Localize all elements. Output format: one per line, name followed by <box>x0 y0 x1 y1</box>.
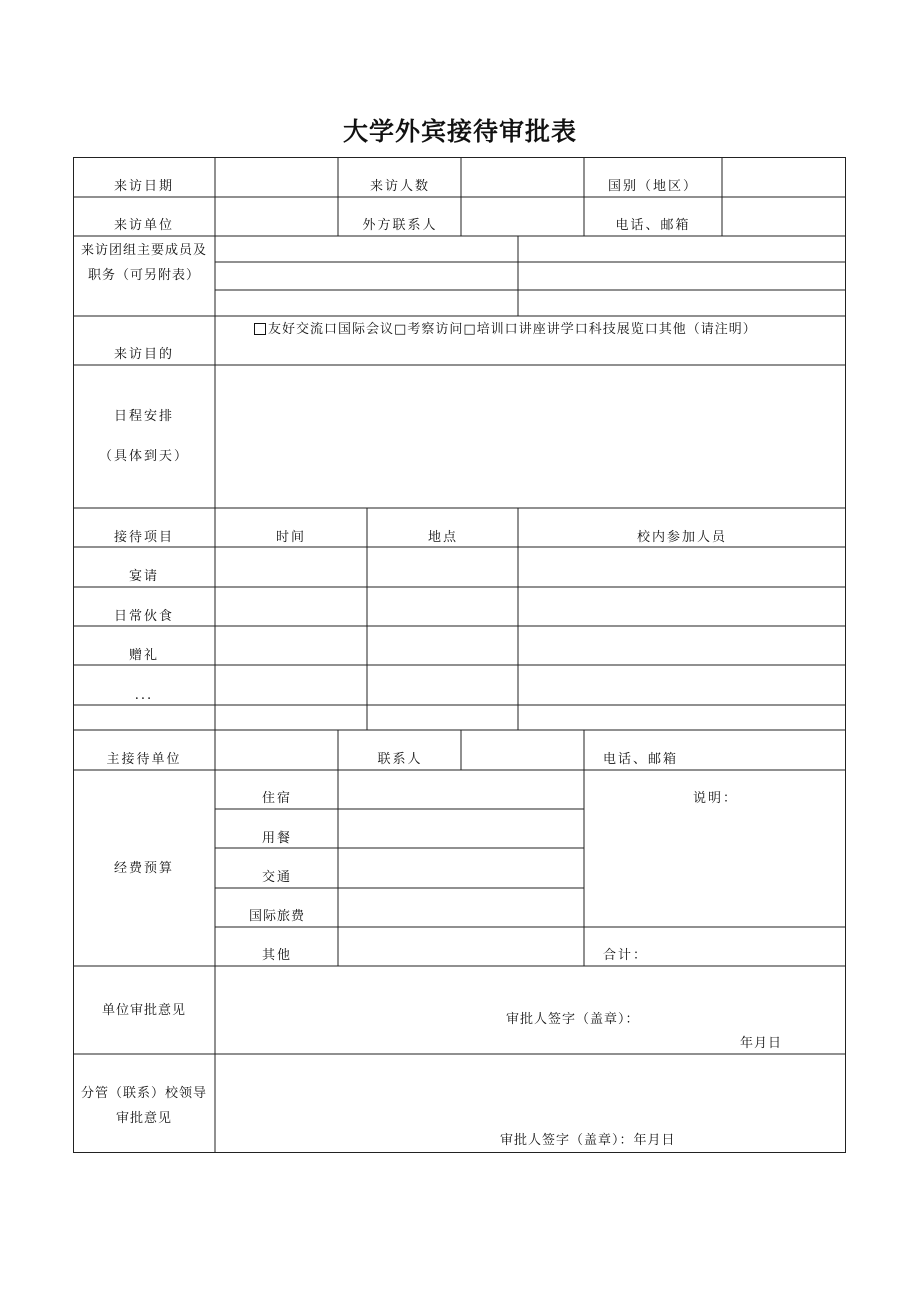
unit-approval-signature: 审批人签字（盖章）： <box>506 1012 640 1027</box>
label-schedule: 日程安排 <box>113 409 175 424</box>
label-host-contact: 联系人 <box>377 752 423 767</box>
budget-item-intl-travel: 国际旅费 <box>248 909 306 924</box>
row-ellipsis: ... <box>134 688 154 703</box>
option-other: 其他（请注明） <box>658 322 757 337</box>
unit-approval-date: 年月日 <box>740 1036 783 1051</box>
label-phone-email: 电话、邮箱 <box>615 218 691 233</box>
header-reception-item: 接待项目 <box>113 530 175 545</box>
table-grid-lines <box>73 157 846 1153</box>
checkbox-investigation[interactable]: □ <box>394 322 408 337</box>
row-gifts: 赠礼 <box>128 648 160 663</box>
label-foreign-contact: 外方联系人 <box>362 218 438 233</box>
label-country: 国别（地区） <box>607 179 699 194</box>
label-visit-date: 来访日期 <box>113 179 175 194</box>
checkbox-friendly-exchange[interactable] <box>254 323 266 335</box>
label-members-line2: 职务（可另附表） <box>87 268 201 283</box>
option-marker-conference: 口 <box>324 322 339 337</box>
budget-item-other: 其他 <box>261 948 293 963</box>
leader-approval-signature: 审批人签字（盖章）：年月日 <box>500 1133 676 1148</box>
label-visit-purpose: 来访目的 <box>113 347 175 362</box>
header-participants: 校内参加人员 <box>636 530 728 545</box>
budget-total-label: 合计： <box>603 948 649 963</box>
option-tech-exhibition: 科技展览 <box>588 322 645 337</box>
label-budget: 经费预算 <box>113 861 175 876</box>
label-host-unit: 主接待单位 <box>106 752 182 767</box>
label-visitor-count: 来访人数 <box>369 179 431 194</box>
row-banquet: 宴请 <box>128 569 160 584</box>
option-international-conference: 国际会议 <box>338 322 395 337</box>
budget-item-meals: 用餐 <box>261 831 293 846</box>
label-members-line1: 来访团组主要成员及 <box>80 243 208 258</box>
row-daily-meals: 日常伙食 <box>113 609 175 624</box>
header-location: 地点 <box>427 530 459 545</box>
approval-form-table <box>73 157 846 1153</box>
option-marker-exhibition: 口 <box>574 322 589 337</box>
header-time: 时间 <box>275 530 307 545</box>
option-lecture: 讲座讲学 <box>518 322 575 337</box>
label-unit-approval: 单位审批意见 <box>101 1003 187 1018</box>
option-marker-other: 口 <box>644 322 659 337</box>
checkbox-training[interactable]: □ <box>463 322 477 337</box>
option-marker-lecture: 口 <box>504 322 519 337</box>
budget-item-transport: 交通 <box>261 870 293 885</box>
purpose-options-line <box>268 323 757 336</box>
option-investigation-visit: 考察访问 <box>407 322 464 337</box>
budget-item-lodging: 住宿 <box>261 791 293 806</box>
label-host-phone-email: 电话、邮箱 <box>603 752 679 767</box>
label-schedule-sub: （具体到天） <box>98 449 190 464</box>
option-friendly-exchange: 友好交流 <box>268 322 325 337</box>
label-leader-approval-line2: 审批意见 <box>115 1111 173 1126</box>
form-title: 大学外宾接待审批表 <box>342 117 577 146</box>
option-training: 培训 <box>476 322 505 337</box>
label-visiting-unit: 来访单位 <box>113 218 175 233</box>
budget-note-label: 说明： <box>693 791 739 806</box>
label-leader-approval-line1: 分管（联系）校领导 <box>80 1086 208 1101</box>
